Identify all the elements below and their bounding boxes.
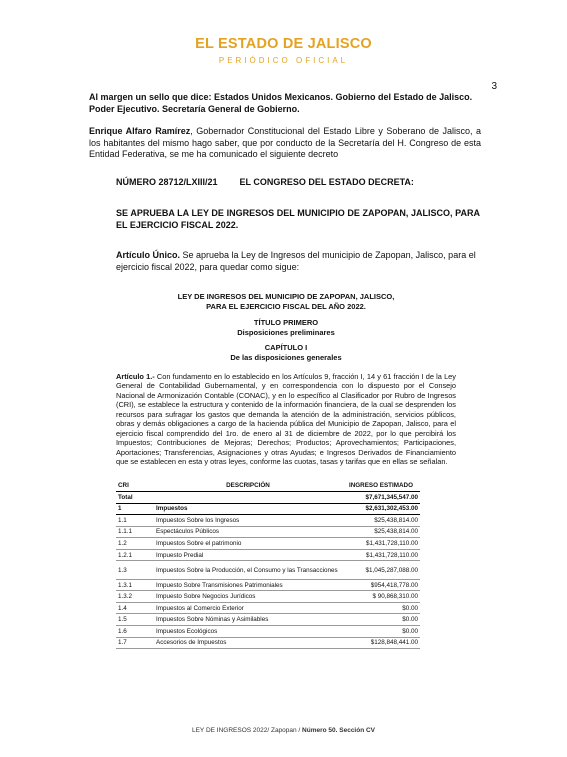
law-title xyxy=(116,292,456,311)
masthead-title: EL ESTADO DE JALISCO xyxy=(195,36,372,52)
row-cri: 1 xyxy=(116,503,154,515)
articulo-unico-label: Artículo Único. xyxy=(116,250,181,260)
table-row xyxy=(116,549,420,561)
income-table xyxy=(116,482,420,649)
table-row xyxy=(116,503,420,515)
titulo-subtitle: Disposiciones preliminares xyxy=(237,327,335,337)
footer-right: Número 50. Sección CV xyxy=(302,727,376,734)
capitulo-label: CAPÍTULO I xyxy=(264,343,308,352)
approval-heading: SE APRUEBA LA LEY DE INGRESOS DEL MUNICIPIO DE ZAPOPAN, JALISCO, PARA EL EJERCICIO FISCAL 2022. xyxy=(116,208,480,230)
row-value: $1,431,728,110.00 xyxy=(342,549,420,561)
row-cri: 1.3.1 xyxy=(116,579,154,591)
law-title-line-1: LEY DE INGRESOS DEL MUNICIPIO DE ZAPOPAN, JALISCO, xyxy=(177,292,395,301)
table-row xyxy=(116,626,420,638)
masthead-subtitle: PERIÓDICO OFICIAL xyxy=(218,56,349,65)
row-description: Impuestos al Comercio Exterior xyxy=(154,602,342,614)
table-row xyxy=(116,637,420,649)
row-cri: 1.6 xyxy=(116,626,154,638)
row-value: $0.00 xyxy=(342,602,420,614)
row-description: Impuesto Sobre Negocios Jurídicos xyxy=(154,591,342,603)
articulo-unico-text: Se aprueba la Ley de Ingresos del municipio de Zapopan, Jalisco, para el ejercicio fiscal 2022, para quedar como sigue: xyxy=(116,250,476,272)
row-cri: 1.1.1 xyxy=(116,526,154,538)
footer-left: LEY DE INGRESOS 2022/ Zapopan / xyxy=(191,727,303,734)
table-row xyxy=(116,591,420,603)
row-description: Impuestos Sobre el patrimonio xyxy=(154,538,342,550)
row-value: $1,045,287,088.00 xyxy=(342,561,420,579)
row-cri: Total xyxy=(116,492,154,504)
row-value: $0.00 xyxy=(342,614,420,626)
row-value: $ 90,868,310.00 xyxy=(342,591,420,603)
row-description: Impuesto Predial xyxy=(154,549,342,561)
row-description: Impuestos Sobre Nóminas y Asimilables xyxy=(154,614,342,626)
row-value: $25,438,814.00 xyxy=(342,515,420,527)
table-row xyxy=(116,614,420,626)
page-number: 3 xyxy=(491,81,497,92)
row-value: $0.00 xyxy=(342,626,420,638)
row-cri: 1.3 xyxy=(116,561,154,579)
intro-text: , Gobernador Constitucional del Estado Libre y Soberano de Jalisco, a los habitantes del mismo hago saber, que por conducto de la Secretaría del H. Congreso de esta Entidad Federativa, se me ha comunicado el siguiente decreto xyxy=(89,126,481,160)
titulo-label: TÍTULO PRIMERO xyxy=(253,318,319,327)
decree-number: NÚMERO 28712/LXIII/21 xyxy=(116,177,218,187)
row-value: $2,631,302,453.00 xyxy=(342,503,420,515)
table-body xyxy=(116,492,420,649)
table-row xyxy=(116,538,420,550)
articulo-unico xyxy=(116,250,480,273)
row-description: Espectáculos Públicos xyxy=(154,526,342,538)
row-cri: 1.4 xyxy=(116,602,154,614)
row-description: Impuestos xyxy=(154,503,342,515)
table-row xyxy=(116,492,420,504)
row-description: Accesorios de Impuestos xyxy=(154,637,342,649)
decree-heading xyxy=(116,177,414,187)
articulo-1-label: Artículo 1.- xyxy=(116,372,155,381)
row-value: $25,438,814.00 xyxy=(342,526,420,538)
table-header-row xyxy=(116,482,420,492)
table-row xyxy=(116,579,420,591)
table-row xyxy=(116,561,420,579)
articulo-1 xyxy=(116,372,456,467)
governor-name: Enrique Alfaro Ramírez xyxy=(89,126,191,136)
row-cri: 1.2 xyxy=(116,538,154,550)
law-title-line-2: PARA EL EJERCICIO FISCAL DEL AÑO 2022. xyxy=(206,301,366,311)
row-cri: 1.7 xyxy=(116,637,154,649)
capitulo-subtitle: De las disposiciones generales xyxy=(230,352,342,362)
masthead xyxy=(0,36,567,65)
row-value: $1,431,728,110.00 xyxy=(342,538,420,550)
capitulo-heading xyxy=(116,343,456,362)
row-description: Impuesto Sobre Transmisiones Patrimoniales xyxy=(154,579,342,591)
row-cri: 1.2.1 xyxy=(116,549,154,561)
row-description: Impuestos Sobre la Producción, el Consumo y las Transacciones xyxy=(154,561,342,579)
articulo-1-text: Con fundamento en lo establecido en los Artículos 9, fracción I, 14 y 61 fracción I de la Ley General de Contabilidad Gubernamental, y en correspondencia con lo dispuesto por el Consejo Nacional de Armonización Contable (CONAC), y en lo específico al Clasificador por Rubro de Ingresos (CRI), se establece la estructura y contenido de la información financiera, de la cual se desprenden los recursos para sufragar los gastos que demanda la atención de la administración, servicios públicos, obras y demás obligaciones a cargo de la hacienda pública del Municipio de Zapopan, Jalisco, para el ejercicio fiscal comprendido del 1ro. de enero al 31 de diciembre de 2022, por lo que percibirá los Impuestos; Contribuciones de Mejoras; Derechos; Productos; Aprovechamientos; Participaciones, Aportaciones; Transferencias, Asignaciones y otras Ayudas; e Ingresos Derivados de Financiamiento que se establecen en esta y otras leyes, conforme las cuotas, tasas y tarifas que en ellas se señalan. xyxy=(116,372,456,467)
header-descripcion: DESCRIPCIÓN xyxy=(154,482,342,492)
row-cri: 1.3.2 xyxy=(116,591,154,603)
decree-title: EL CONGRESO DEL ESTADO DECRETA: xyxy=(239,177,414,187)
sello-paragraph: Al margen un sello que dice: Estados Unidos Mexicanos. Gobierno del Estado de Jalisco. Poder Ejecutivo. Secretaría General de Gobierno. xyxy=(89,92,473,114)
row-description xyxy=(154,492,342,504)
row-description: Impuestos Sobre los Ingresos xyxy=(154,515,342,527)
row-description: Impuestos Ecológicos xyxy=(154,626,342,638)
table-row xyxy=(116,602,420,614)
row-value: $7,671,345,547.00 xyxy=(342,492,420,504)
intro-paragraph xyxy=(89,126,481,161)
table-row xyxy=(116,526,420,538)
row-value: $128,848,441.00 xyxy=(342,637,420,649)
row-value: $954,418,778.00 xyxy=(342,579,420,591)
titulo-heading xyxy=(116,318,456,337)
header-ingreso: INGRESO ESTIMADO xyxy=(342,482,420,492)
footer xyxy=(0,727,567,734)
table-row xyxy=(116,515,420,527)
row-cri: 1.5 xyxy=(116,614,154,626)
row-cri: 1.1 xyxy=(116,515,154,527)
header-cri: CRI xyxy=(116,482,154,492)
